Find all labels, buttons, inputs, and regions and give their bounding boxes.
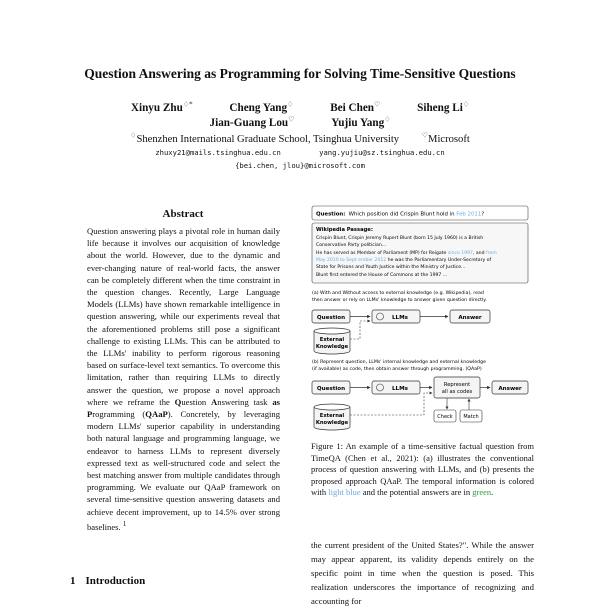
- svg-text:Question: Question: [316, 315, 346, 321]
- figure-1: [306, 203, 534, 435]
- affiliation: ♢Shenzhen International Graduate School, Tsinghua University: [130, 131, 400, 145]
- passage-line: He has served as Member of Parliament (MP) for Reigate since 1997, and from: [316, 251, 497, 256]
- svg-text:Knowledge: Knowledge: [315, 420, 349, 426]
- svg-text:Knowledge: Knowledge: [315, 344, 349, 350]
- part-a-desc: (a) With and Without access to external knowledge (e.g. Wikipedia), read: [312, 291, 484, 296]
- svg-text:External: External: [319, 337, 345, 343]
- author: Cheng Yang♢: [229, 100, 294, 114]
- passage-line: Crispin Blunt, Crispin Jeremy Rupert Blunt (born 15 July 1960) is a British: [316, 236, 484, 241]
- author: Xinyu Zhu♢*: [130, 100, 193, 114]
- external-knowledge-node: [314, 404, 350, 430]
- paper-title: Question Answering as Programming for Solving Time-Sensitive Questions: [84, 66, 516, 81]
- svg-text:Represent: Represent: [443, 382, 471, 388]
- svg-text:Check: Check: [437, 414, 453, 420]
- svg-text:LLMs: LLMs: [391, 315, 409, 321]
- section-heading-introduction: 1 Introduction: [70, 575, 146, 587]
- email[interactable]: yang.yujiu@sz.tsinghua.edu.cn: [319, 148, 445, 157]
- part-b-desc: (b) Represent question, LLMs' internal knowledge and external knowledge: [312, 360, 486, 365]
- svg-text:all as codes: all as codes: [441, 389, 473, 395]
- author: Bei Chen♡: [330, 100, 381, 114]
- passage-line: Blunt first entered the House of Commons at the 1997 ...: [316, 273, 448, 278]
- author-line-1: [0, 100, 600, 114]
- svg-text:External: External: [319, 413, 345, 419]
- svg-text:Answer: Answer: [498, 386, 522, 392]
- author: Jian-Guang Lou♡: [209, 115, 295, 129]
- footnote-mark[interactable]: 1: [122, 519, 127, 528]
- part-b-desc: (if available) as code, then obtain answer through programming. (QAaP): [312, 367, 482, 372]
- svg-text:LLMs: LLMs: [391, 386, 409, 392]
- svg-text:Match: Match: [463, 414, 479, 420]
- svg-text:Answer: Answer: [458, 315, 482, 321]
- emails-line-2[interactable]: {bei.chen, jlou}@microsoft.com: [235, 161, 365, 170]
- abstract-text: Question answering plays a pivotal role in human daily life because it involves our acquisition of knowledge about the world. However, due to the dynamic and ever-changing nature of real-world facts, the answer can be completely different when the time constraint in the question changes. Recently, Large Language Models (LLMs) have shown remarkable intelligence in question answering, while our experiments reveal that the aforementioned problems still pose a significant challenge to existing LLMs. This can be attributed to the LLMs' inability to perform rigorous reasoning based on surface-level text semantics. To overcome this limitation, rather than requiring LLMs to directly answer the question, we propose a novel approach where we reframe the Question Answering task as Programming (QAaP). Concretely, by leveraging modern LLMs' superior capability in understanding both natural language and programming language, we endeavor to harness LLMs to represent diversely expressed text as well-structured code and select the best matching answer from multiple candidates through programming. We evaluate our QAaP framework on several time-sensitive question answering datasets and achieve decent improvement, up to 14.5% over strong baselines. $^1$: [87, 226, 280, 532]
- passage-line: May 2010 to Sept ember 2012 he was the Parliamentary Under-Secretary of: [316, 258, 492, 263]
- passage-label: Wikipedia Passage:: [316, 227, 373, 233]
- email[interactable]: zhuxy21@mails.tsinghua.edu.cn: [155, 148, 281, 157]
- author-line-2: [0, 115, 600, 129]
- emails-line-1: [0, 148, 600, 157]
- external-knowledge-node: [314, 328, 350, 354]
- passage-line: State for Prisons and Youth Justice within the Ministry of Justice...: [316, 265, 466, 270]
- figure-caption: Figure 1: An example of a time-sensitive factual question from TimeQA (Chen et al., 2021): (a) illustrates the conventional process of question answering with LLMs, and (b) presents the proposed approach QAaP. The temporal information is colored with light blue and the potential answers are in green.: [311, 441, 534, 498]
- abstract-heading: Abstract: [162, 208, 204, 220]
- affiliations: [0, 131, 600, 145]
- passage-line: Conservative Party politician...: [316, 243, 387, 248]
- author: Yujiu Yang♢: [331, 115, 391, 129]
- author: Siheng Li♢: [417, 100, 470, 114]
- affiliation: ♡Microsoft: [421, 131, 470, 145]
- question-text: Question: Which position did Crispin Blunt hold in Feb 2011?: [316, 211, 485, 218]
- body-text-right-column: the current president of the United States?". While the answer may appear apparent, its validity depends entirely on the specific point in time when the question is posed. This realization underscores the importance of recognizing and accounting for: [311, 540, 534, 606]
- part-a-desc: then answer or rely on LLMs' knowledge to answer given question directly.: [312, 298, 487, 303]
- svg-text:Question: Question: [316, 386, 346, 392]
